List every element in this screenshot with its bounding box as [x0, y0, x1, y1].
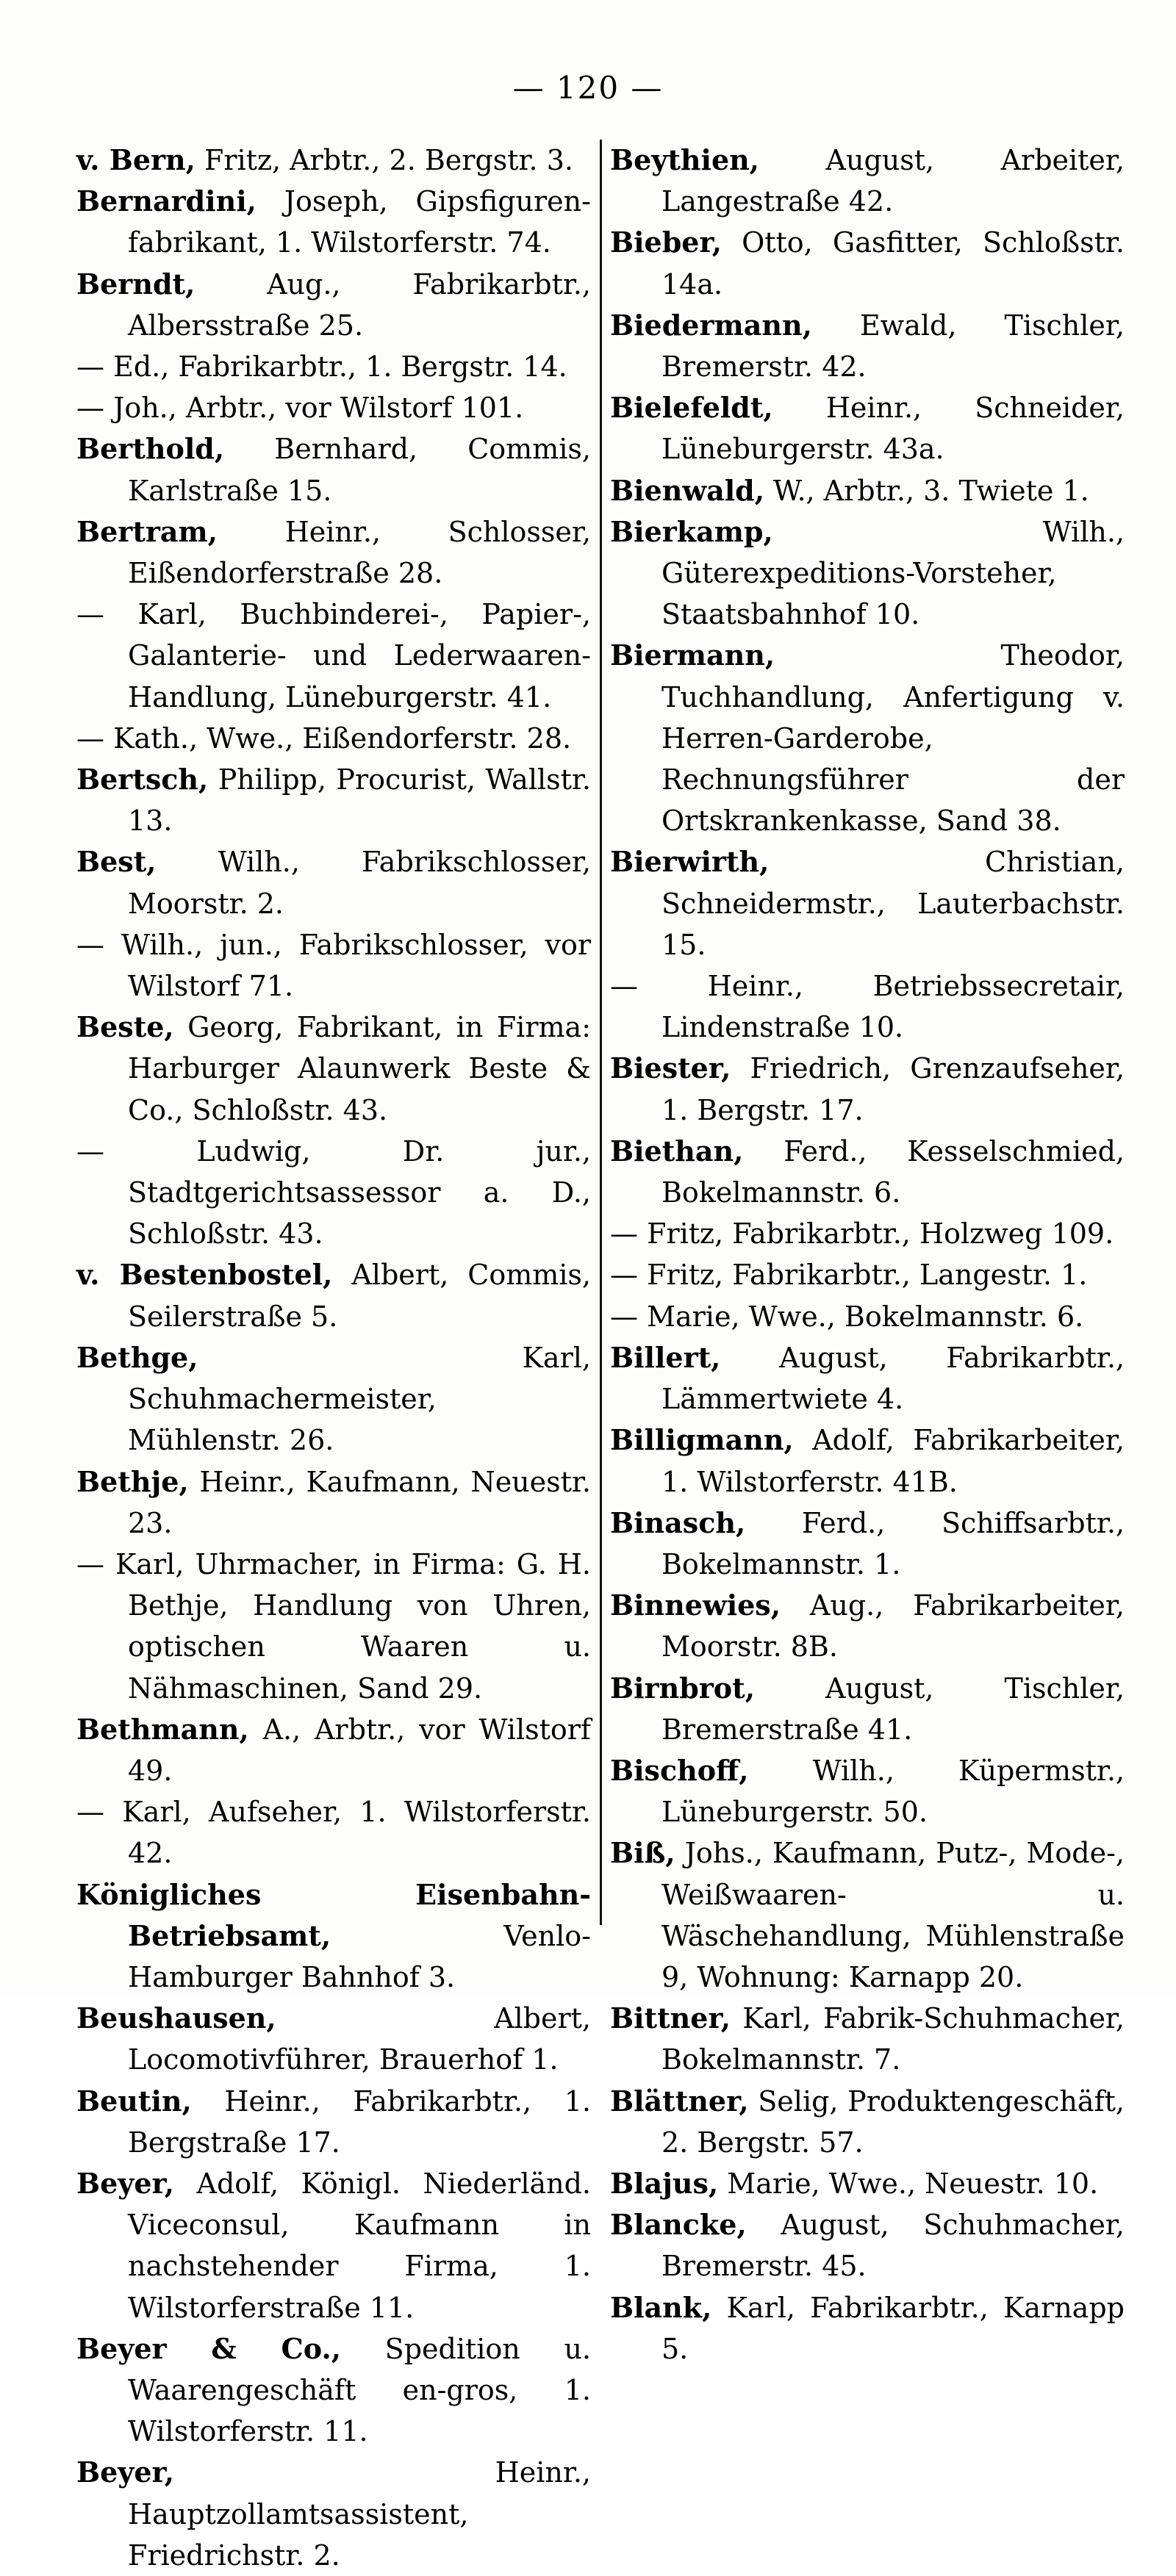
entry-details: Wilh., Fabrikschlosser, Moorstr. 2.	[128, 846, 591, 920]
entry-name: Beutin,	[76, 2084, 192, 2118]
entry-name: Bethge,	[76, 1340, 198, 1374]
entry-name: v. Bestenbostel,	[76, 1258, 333, 1292]
directory-entry	[610, 222, 1125, 304]
directory-entry	[610, 2163, 1125, 2204]
entry-details: Heinr., Schlosser, Eißendorferstraße 28.	[128, 515, 591, 590]
directory-entry	[76, 2081, 591, 2163]
entry-details: — Karl, Buchbinderei-, Papier-, Galanterie- und Lederwaaren-Handlung, Lüneburgerstr. 41.	[76, 598, 591, 713]
entry-details: Friedrich, Grenzaufseher, 1. Bergstr. 17.	[662, 1052, 1125, 1126]
entry-name: Bischoff,	[610, 1753, 749, 1787]
directory-entry	[76, 2328, 591, 2453]
entry-details: Philipp, Procurist, Wallstr. 13.	[128, 763, 591, 838]
entry-details: — Karl, Uhrmacher, in Firma: G. H. Bethje, Handlung von Uhren, optischen Waaren u. Nähmaschinen, Sand 29.	[76, 1547, 591, 1705]
directory-entry	[76, 1544, 591, 1709]
entry-name: Blättner,	[610, 2084, 749, 2118]
entry-name: Blancke,	[610, 2208, 747, 2242]
directory-entry	[76, 841, 591, 924]
directory-entry	[76, 264, 591, 346]
directory-entry	[610, 1337, 1125, 1420]
entry-name: Bierwirth,	[610, 845, 770, 879]
entry-details: Christian, Schneidermstr., Lauterbachstr. 15.	[662, 846, 1125, 961]
entry-name: Biedermann,	[610, 308, 812, 342]
entry-name: Berthold,	[76, 432, 225, 466]
directory-entry	[610, 1998, 1125, 2080]
entry-name: Billigmann,	[610, 1423, 794, 1457]
entry-details: Karl, Schuhmachermeister, Mühlenstr. 26.	[128, 1341, 591, 1457]
entry-name: Bertram,	[76, 514, 218, 548]
entry-details: Theodor, Tuchhandlung, Anfertigung v. Herren-Garderobe, Rechnungsführer der Ortskrankenkasse, Sand 38.	[662, 639, 1125, 838]
entry-name: Binnewies,	[610, 1589, 781, 1622]
directory-entry	[610, 2287, 1125, 2370]
entry-name: Billert,	[610, 1340, 721, 1374]
entry-details: Albert, Commis, Seilerstraße 5.	[128, 1259, 591, 1333]
entry-details: Johs., Kaufmann, Putz-, Mode-, Weißwaaren- u. Wäschehandlung, Mühlenstraße 9, Wohnung: Karnapp 20.	[662, 1837, 1125, 1993]
entry-details: — Karl, Aufseher, 1. Wilstorferstr. 42.	[76, 1796, 591, 1870]
directory-entry	[610, 140, 1125, 222]
entry-details: Ferd., Schiffsarbtr., Bokelmannstr. 1.	[662, 1506, 1125, 1580]
directory-entry	[76, 594, 591, 718]
entry-details: Heinr., Hauptzollamtsassistent, Friedrichstr. 2.	[128, 2456, 591, 2572]
directory-entry	[76, 511, 591, 594]
entry-name: Beste,	[76, 1010, 174, 1044]
entry-details: — Fritz, Fabrikarbtr., Langestr. 1.	[610, 1259, 1088, 1292]
entry-details: Otto, Gasfitter, Schloßstr. 14a.	[662, 226, 1125, 301]
directory-entry	[610, 387, 1125, 469]
directory-entry	[610, 1254, 1125, 1295]
directory-entry	[610, 1213, 1125, 1254]
entry-details: Fritz, Arbtr., 2. Bergstr. 3.	[204, 144, 573, 176]
entry-details: — Ed., Fabrikarbtr., 1. Bergstr. 14.	[76, 350, 567, 384]
entry-details: — Joh., Arbtr., vor Wilstorf 101.	[76, 392, 524, 425]
directory-entry	[610, 1750, 1125, 1832]
directory-entry	[76, 1709, 591, 1791]
directory-entry	[610, 2081, 1125, 2163]
entry-name: Blajus,	[610, 2166, 719, 2200]
entry-details: — Wilh., jun., Fabrikschlosser, vor Wilstorf 71.	[76, 928, 591, 1003]
directory-entry	[76, 1007, 591, 1131]
directory-entry	[76, 387, 591, 428]
entry-name: Berndt,	[76, 267, 196, 301]
directory-entry	[76, 1791, 591, 1874]
right-column	[610, 140, 1125, 2370]
entry-name: Biethan,	[610, 1134, 744, 1168]
entry-name: Binasch,	[610, 1505, 746, 1539]
entry-name: Best,	[76, 845, 157, 879]
directory-entry	[610, 965, 1125, 1048]
directory-entry	[610, 1420, 1125, 1502]
entry-name: Bertsch,	[76, 763, 209, 796]
entry-details: August, Tischler, Bremerstraße 41.	[662, 1672, 1125, 1746]
entry-details: — Marie, Wwe., Bokelmannstr. 6.	[610, 1300, 1084, 1333]
entry-details: Albert, Locomotivführer, Brauerhof 1.	[128, 2002, 591, 2076]
entry-details: Karl, Fabrikarbtr., Karnapp 5.	[662, 2291, 1125, 2365]
entry-details: — Heinr., Betriebssecretair, Lindenstraße 10.	[610, 970, 1125, 1044]
entry-name: Birnbrot,	[610, 1671, 755, 1705]
entry-name: Beyer,	[76, 2456, 175, 2489]
entry-details: Aug., Fabrikarbtr., Albersstraße 25.	[128, 267, 591, 342]
directory-entry	[610, 1832, 1125, 1998]
entry-details: Bernhard, Commis, Karlstraße 15.	[128, 433, 591, 507]
entry-details: — Fritz, Fabrikarbtr., Holzweg 109.	[610, 1217, 1114, 1251]
directory-entry	[76, 1874, 591, 1998]
directory-entry	[610, 1296, 1125, 1337]
entry-name: Bittner,	[610, 2001, 731, 2035]
entry-details: Marie, Wwe., Neuestr. 10.	[727, 2167, 1099, 2200]
entry-details: Selig, Produktengeschäft, 2. Bergstr. 57.	[662, 2084, 1125, 2159]
directory-entry	[610, 305, 1125, 387]
entry-name: Beyer,	[76, 2166, 175, 2200]
entry-name: Beythien,	[610, 143, 760, 176]
entry-details: Joseph, Gipsfiguren-fabrikant, 1. Wilstorferstr. 74.	[128, 185, 591, 259]
directory-entry	[610, 1585, 1125, 1667]
entry-name: Bethmann,	[76, 1712, 249, 1746]
directory-entry	[76, 181, 591, 263]
entry-name: v. Bern,	[76, 143, 196, 176]
directory-entry	[76, 759, 591, 841]
directory-entry	[610, 1668, 1125, 1750]
entry-name: Bierkamp,	[610, 514, 773, 548]
entry-details: Heinr., Schneider, Lüneburgerstr. 43a.	[662, 392, 1125, 466]
column-divider	[600, 140, 602, 1925]
directory-entry	[610, 635, 1125, 841]
directory-entry	[76, 718, 591, 759]
entry-details: Venlo-Hamburger Bahnhof 3.	[128, 1919, 591, 1993]
entry-name: Königliches Eisenbahn-Betriebsamt,	[76, 1877, 591, 1952]
entry-details: August, Fabrikarbtr., Lämmertwiete 4.	[662, 1341, 1125, 1416]
directory-entry	[610, 1131, 1125, 1213]
entry-name: Biester,	[610, 1051, 731, 1085]
entry-details: Spedition u. Waarengeschäft en-gros, 1. Wilstorferstr. 11.	[128, 2332, 591, 2448]
entry-details: August, Arbeiter, Langestraße 42.	[662, 144, 1125, 218]
directory-entry	[76, 140, 591, 181]
entry-details: Adolf, Königl. Niederländ. Viceconsul, Kaufmann in nachstehender Firma, 1. Wilstorferstraße 11.	[128, 2167, 591, 2324]
entry-details: Heinr., Fabrikarbtr., 1. Bergstraße 17.	[128, 2084, 591, 2159]
directory-entry	[76, 2163, 591, 2328]
entry-details: A., Arbtr., vor Wilstorf 49.	[128, 1713, 591, 1787]
directory-entry	[610, 511, 1125, 636]
entry-details: Ferd., Kesselschmied, Bokelmannstr. 6.	[662, 1134, 1125, 1209]
entry-details: — Ludwig, Dr. jur., Stadtgerichtsassessor a. D., Schloßstr. 43.	[76, 1134, 591, 1251]
entry-name: Biermann,	[610, 638, 775, 672]
left-column	[76, 140, 591, 2576]
directory-entry	[76, 2452, 591, 2576]
directory-entry	[76, 1461, 591, 1544]
entry-name: Bielefeldt,	[610, 391, 773, 425]
entry-details: Karl, Fabrik-Schuhmacher, Bokelmannstr. 7.	[662, 2002, 1125, 2076]
entry-name: Biß,	[610, 1836, 675, 1870]
page-number: — 120 —	[512, 70, 664, 106]
entry-details: Adolf, Fabrikarbeiter, 1. Wilstorferstr. 41B.	[662, 1424, 1125, 1498]
directory-entry	[610, 841, 1125, 965]
entry-details: W., Arbtr., 3. Twiete 1.	[773, 474, 1089, 507]
entry-name: Bernardini,	[76, 184, 257, 218]
entry-details: Aug., Fabrikarbeiter, Moorstr. 8B.	[662, 1589, 1125, 1663]
directory-entry	[76, 346, 591, 387]
directory-entry	[610, 470, 1125, 511]
directory-entry	[76, 1998, 591, 2080]
entry-name: Bieber,	[610, 226, 722, 259]
directory-entry	[76, 428, 591, 511]
entry-name: Beushausen,	[76, 2001, 276, 2035]
entry-details: Ewald, Tischler, Bremerstr. 42.	[662, 309, 1125, 384]
directory-entry	[610, 1503, 1125, 1585]
directory-entry	[76, 924, 591, 1007]
entry-name: Bethje,	[76, 1464, 189, 1498]
entry-details: Georg, Fabrikant, in Firma: Harburger Alaunwerk Beste & Co., Schloßstr. 43.	[128, 1011, 591, 1126]
entry-details: August, Schuhmacher, Bremerstr. 45.	[662, 2209, 1125, 2283]
entry-details: — Kath., Wwe., Eißendorferstr. 28.	[76, 722, 572, 755]
entry-name: Blank,	[610, 2290, 712, 2324]
directory-entry	[610, 2204, 1125, 2287]
directory-entry	[76, 1254, 591, 1336]
entry-name: Beyer & Co.,	[76, 2331, 341, 2365]
directory-entry	[76, 1131, 591, 1255]
directory-entry	[76, 1337, 591, 1461]
entry-details: Heinr., Kaufmann, Neuestr. 23.	[128, 1465, 591, 1539]
entry-details: Wilh., Güterexpeditions-Vorsteher, Staatsbahnhof 10.	[662, 515, 1125, 631]
entry-name: Bienwald,	[610, 473, 764, 507]
entry-details: Wilh., Küpermstr., Lüneburgerstr. 50.	[662, 1754, 1125, 1829]
directory-entry	[610, 1048, 1125, 1130]
